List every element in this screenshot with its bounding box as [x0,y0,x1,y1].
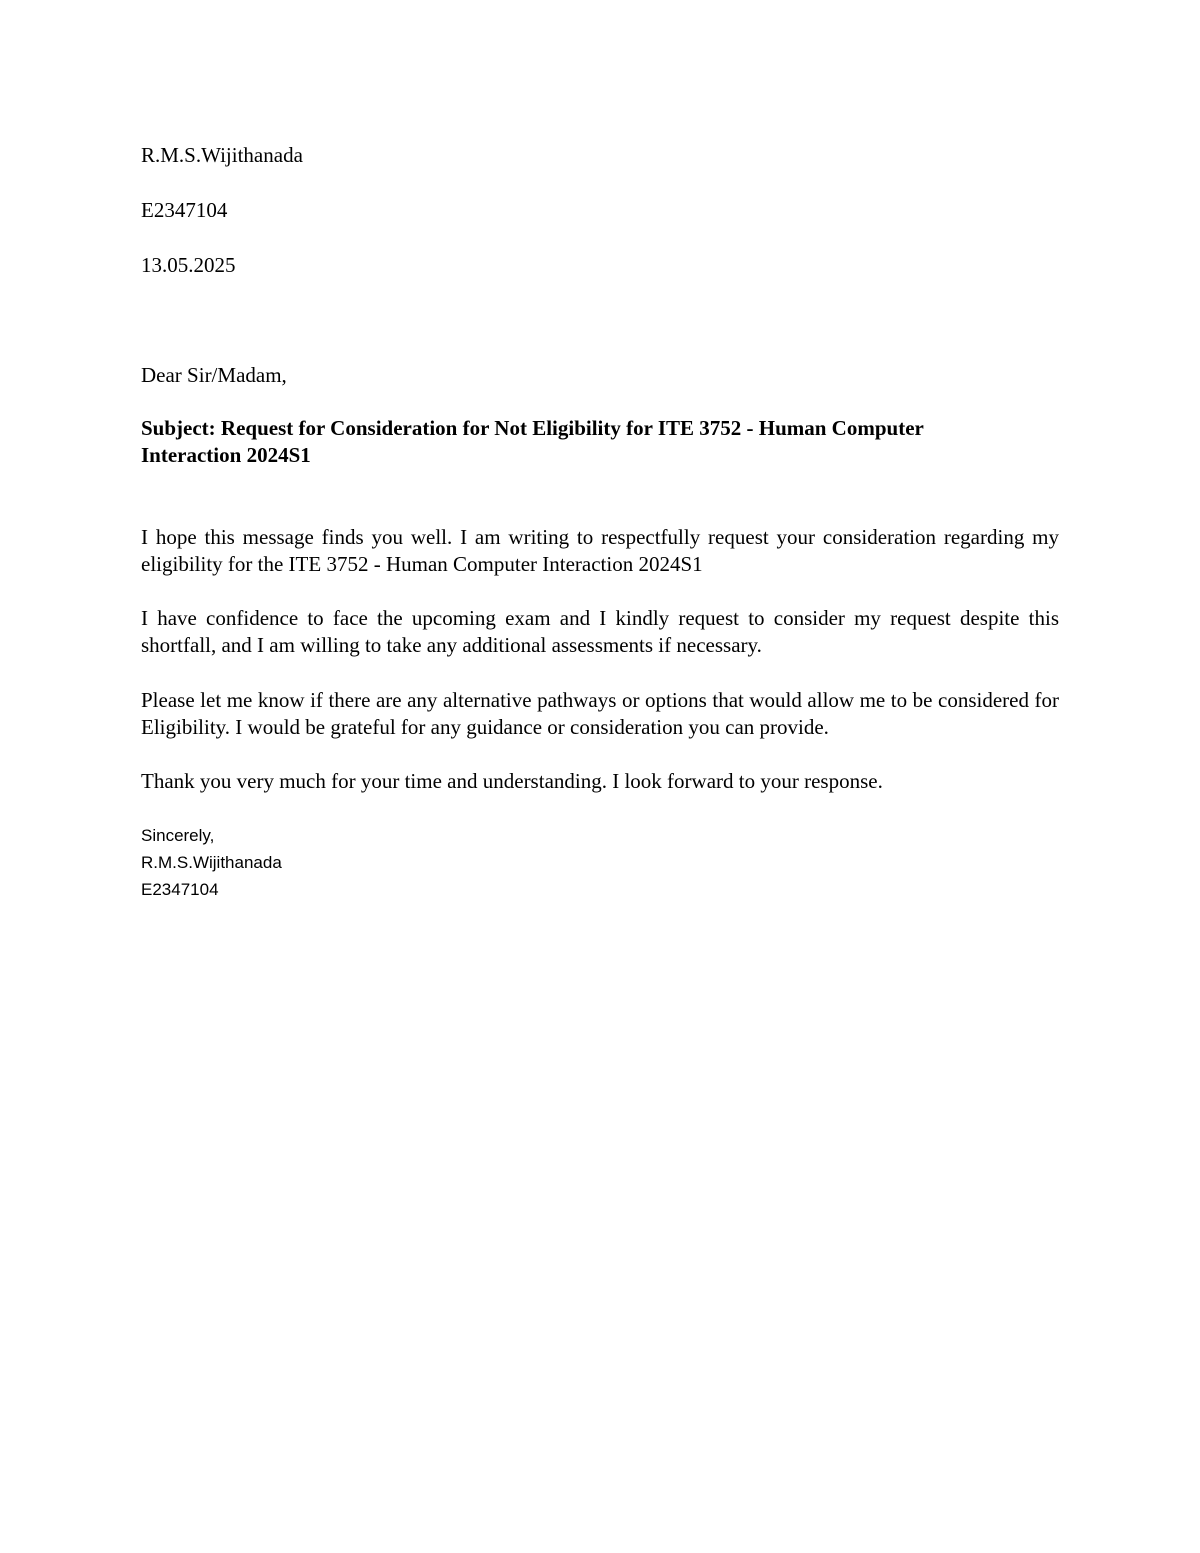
sender-student-id: E2347104 [141,198,228,222]
subject-line-2: Interaction 2024S1 [141,443,311,467]
signature-student-id: E2347104 [141,880,219,899]
sign-off: Sincerely, [141,826,215,845]
body-paragraph-2: I have confidence to face the upcoming exam and I kindly request to consider my request despite this shortfall, and I am willing to take any additional assessments if necessary. [141,606,1059,657]
salutation: Dear Sir/Madam, [141,363,287,387]
subject-line [141,415,1059,469]
letter-date: 13.05.2025 [141,253,236,277]
subject-line-1: Subject: Request for Consideration for Not Eligibility for ITE 3752 - Human Computer [141,416,924,440]
signature-name: R.M.S.Wijithanada [141,853,282,872]
body-paragraph-4: Thank you very much for your time and understanding. I look forward to your response. [141,769,883,793]
body-paragraph-3: Please let me know if there are any alternative pathways or options that would allow me to be considered for Eligibility. I would be grateful for any guidance or consideration you can provide. [141,688,1059,739]
sender-name: R.M.S.Wijithanada [141,143,303,167]
body-paragraph-1: I hope this message finds you well. I am writing to respectfully request your consideration regarding my eligibility for the ITE 3752 - Human Computer Interaction 2024S1 [141,525,1059,576]
